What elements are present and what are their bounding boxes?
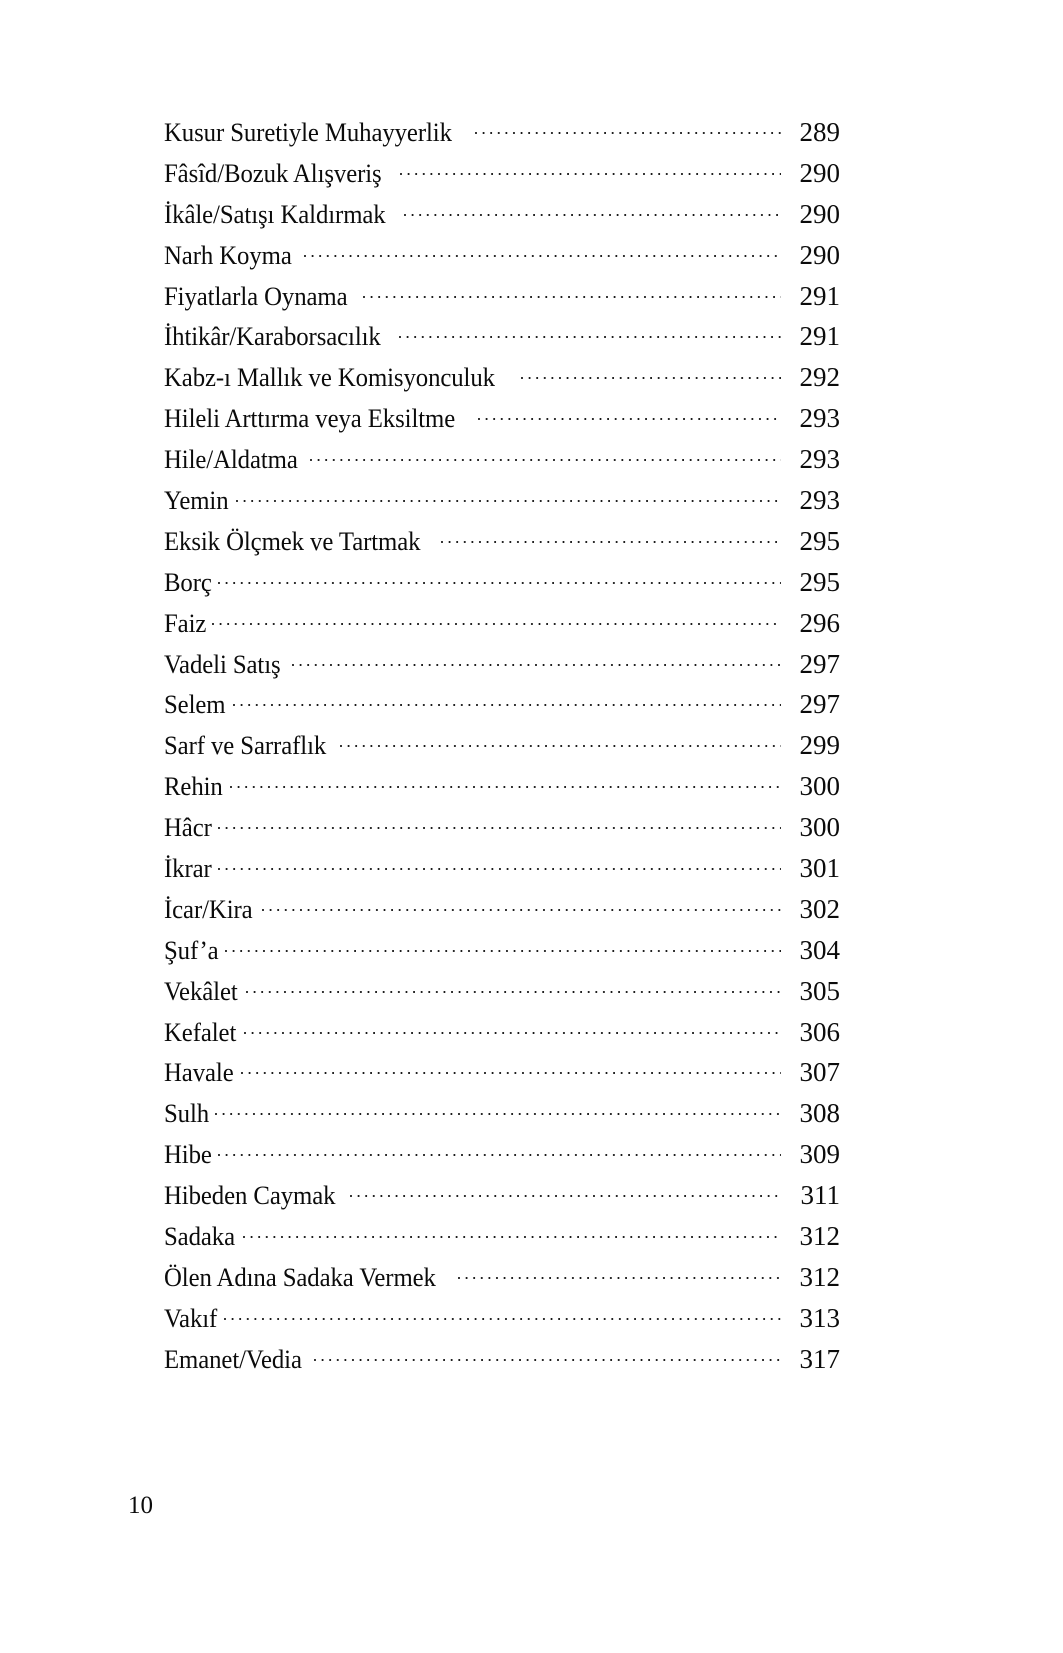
toc-entry-page-number: 302	[799, 893, 840, 924]
toc-entry-title: Sadaka	[164, 1221, 236, 1252]
toc-entry[interactable]	[164, 1216, 840, 1257]
dot-leader	[521, 370, 781, 386]
toc-entry-page-number: 295	[799, 525, 840, 556]
page-folio-number: 10	[128, 1492, 153, 1519]
dot-leader	[230, 779, 781, 795]
toc-entry-page-number: 291	[799, 280, 840, 311]
dot-leader	[404, 207, 781, 223]
toc-entry[interactable]	[164, 398, 840, 439]
toc-entry-title: Narh Koyma	[164, 239, 292, 270]
dot-leader	[218, 575, 781, 591]
toc-entry-title: Hibe	[164, 1139, 212, 1170]
toc-entry[interactable]	[164, 521, 840, 562]
toc-entry[interactable]	[164, 930, 840, 971]
toc-entry-title: Ölen Adına Sadaka Vermek	[164, 1261, 436, 1292]
toc-entry[interactable]	[164, 684, 840, 725]
toc-entry-title: Selem	[164, 689, 226, 720]
toc-entry-title: Vakıf	[164, 1302, 218, 1333]
toc-entry[interactable]	[164, 725, 840, 766]
toc-entry[interactable]	[164, 276, 840, 317]
toc-entry-page-number: 308	[799, 1098, 840, 1129]
toc-entry-title: Eksik Ölçmek ve Tartmak	[164, 525, 421, 556]
dot-leader	[400, 166, 781, 182]
dot-leader	[225, 943, 781, 959]
dot-leader	[399, 329, 781, 345]
toc-entry-page-number: 296	[799, 607, 840, 638]
dot-leader	[218, 1147, 781, 1163]
dot-leader	[363, 289, 781, 305]
dot-leader	[475, 125, 781, 141]
toc-entry-title: Borç	[164, 566, 212, 597]
toc-entry-page-number: 293	[799, 444, 840, 475]
toc-entry-title: Kefalet	[164, 1016, 237, 1047]
toc-entry[interactable]	[164, 1134, 840, 1175]
toc-entry-page-number: 305	[799, 975, 840, 1006]
dot-leader	[350, 1188, 781, 1204]
toc-entry-title: Hâcr	[164, 812, 212, 843]
toc-entry[interactable]	[164, 1257, 840, 1298]
toc-entry-page-number: 307	[799, 1057, 840, 1088]
toc-entry-title: İkâle/Satışı Kaldırmak	[164, 198, 386, 229]
toc-entry[interactable]	[164, 112, 840, 153]
toc-entry-page-number: 300	[799, 812, 840, 843]
toc-entry-title: Yemin	[164, 485, 229, 516]
dot-leader	[241, 1065, 781, 1081]
toc-entry[interactable]	[164, 971, 840, 1012]
toc-entry-page-number: 293	[799, 485, 840, 516]
toc-entry-page-number: 300	[799, 771, 840, 802]
toc-entry[interactable]	[164, 1012, 840, 1053]
toc-entry[interactable]	[164, 1339, 840, 1380]
toc-entry-page-number: 304	[799, 934, 840, 965]
toc-entry[interactable]	[164, 1298, 840, 1339]
toc-entry-page-number: 290	[799, 198, 840, 229]
toc-entry-page-number: 313	[799, 1302, 840, 1333]
toc-entry-title: Havale	[164, 1057, 234, 1088]
toc-entry-title: Şuf’a	[164, 934, 219, 965]
toc-entry-title: İhtikâr/Karaborsacılık	[164, 321, 381, 352]
dot-leader	[441, 534, 781, 550]
toc-entry-title: Sarf ve Sarraflık	[164, 730, 327, 761]
dot-leader	[218, 820, 781, 836]
toc-entry[interactable]	[164, 644, 840, 685]
toc-entry[interactable]	[164, 562, 840, 603]
dot-leader	[310, 452, 781, 468]
dot-leader	[236, 493, 781, 509]
toc-entry[interactable]	[164, 848, 840, 889]
dot-leader	[244, 1025, 781, 1041]
dot-leader	[246, 984, 781, 1000]
toc-entry-title: Rehin	[164, 771, 223, 802]
dot-leader	[215, 1106, 781, 1122]
toc-entry-title: Kabz-ı Mallık ve Komisyonculuk	[164, 362, 495, 393]
toc-entry-page-number: 312	[799, 1261, 840, 1292]
dot-leader	[224, 1311, 781, 1327]
toc-entry-page-number: 297	[799, 689, 840, 720]
toc-entry-page-number: 301	[799, 853, 840, 884]
dot-leader	[233, 697, 781, 713]
toc-entry-title: Emanet/Vedia	[164, 1343, 302, 1374]
toc-entry[interactable]	[164, 316, 840, 357]
toc-entry-title: İcar/Kira	[164, 893, 253, 924]
toc-entry-title: Fâsîd/Bozuk Alışveriş	[164, 157, 382, 188]
toc-entry[interactable]	[164, 603, 840, 644]
toc-entry-page-number: 297	[799, 648, 840, 679]
dot-leader	[212, 616, 781, 632]
dot-leader	[304, 248, 781, 264]
dot-leader	[478, 411, 781, 427]
toc-entry-page-number: 312	[799, 1221, 840, 1252]
toc-entry[interactable]	[164, 1052, 840, 1093]
dot-leader	[218, 861, 781, 877]
toc-entry-title: Faiz	[164, 607, 207, 638]
toc-entry-title: İkrar	[164, 853, 212, 884]
dot-leader	[292, 657, 781, 673]
toc-entry-page-number: 309	[799, 1139, 840, 1170]
toc-entry-title: Kusur Suretiyle Muhayyerlik	[164, 117, 452, 147]
toc-entry-page-number: 291	[799, 321, 840, 352]
toc-entry[interactable]	[164, 153, 840, 194]
dot-leader	[458, 1270, 781, 1286]
toc-entry-title: Fiyatlarla Oynama	[164, 280, 348, 311]
toc-entry[interactable]	[164, 357, 840, 398]
dot-leader	[314, 1352, 781, 1368]
toc-entry-page-number: 290	[799, 239, 840, 270]
toc-entry-page-number: 290	[799, 157, 840, 188]
toc-entry-page-number: 299	[799, 730, 840, 761]
toc-entry-page-number: 306	[799, 1016, 840, 1047]
toc-entry[interactable]	[164, 766, 840, 807]
toc-entry[interactable]	[164, 889, 840, 930]
toc-entry-page-number: 293	[799, 403, 840, 434]
toc-entry-page-number: 295	[799, 566, 840, 597]
toc-entry[interactable]	[164, 194, 840, 235]
toc-entry-page-number: 311	[800, 1180, 840, 1211]
dot-leader	[262, 902, 781, 918]
toc-entry-title: Vadeli Satış	[164, 648, 281, 679]
toc-entry-title: Hibeden Caymak	[164, 1180, 336, 1211]
toc-entry-title: Sulh	[164, 1098, 210, 1129]
toc-entry-page-number: 317	[799, 1343, 840, 1374]
toc-entry[interactable]	[164, 235, 840, 276]
dot-leader	[243, 1229, 781, 1245]
dot-leader	[340, 738, 781, 754]
toc-entry[interactable]	[164, 1175, 840, 1216]
toc-entry[interactable]	[164, 439, 840, 480]
toc-entry[interactable]	[164, 480, 840, 521]
toc-entry[interactable]	[164, 1093, 840, 1134]
toc-entry-title: Hile/Aldatma	[164, 444, 298, 475]
toc-entry-title: Vekâlet	[164, 975, 238, 1006]
toc-entry-page-number: 292	[799, 362, 840, 393]
toc-entry-page-number: 289	[799, 117, 840, 147]
toc-entry-title: Hileli Arttırma veya Eksiltme	[164, 403, 456, 434]
toc-entry[interactable]	[164, 807, 840, 848]
table-of-contents-list	[164, 112, 840, 1380]
